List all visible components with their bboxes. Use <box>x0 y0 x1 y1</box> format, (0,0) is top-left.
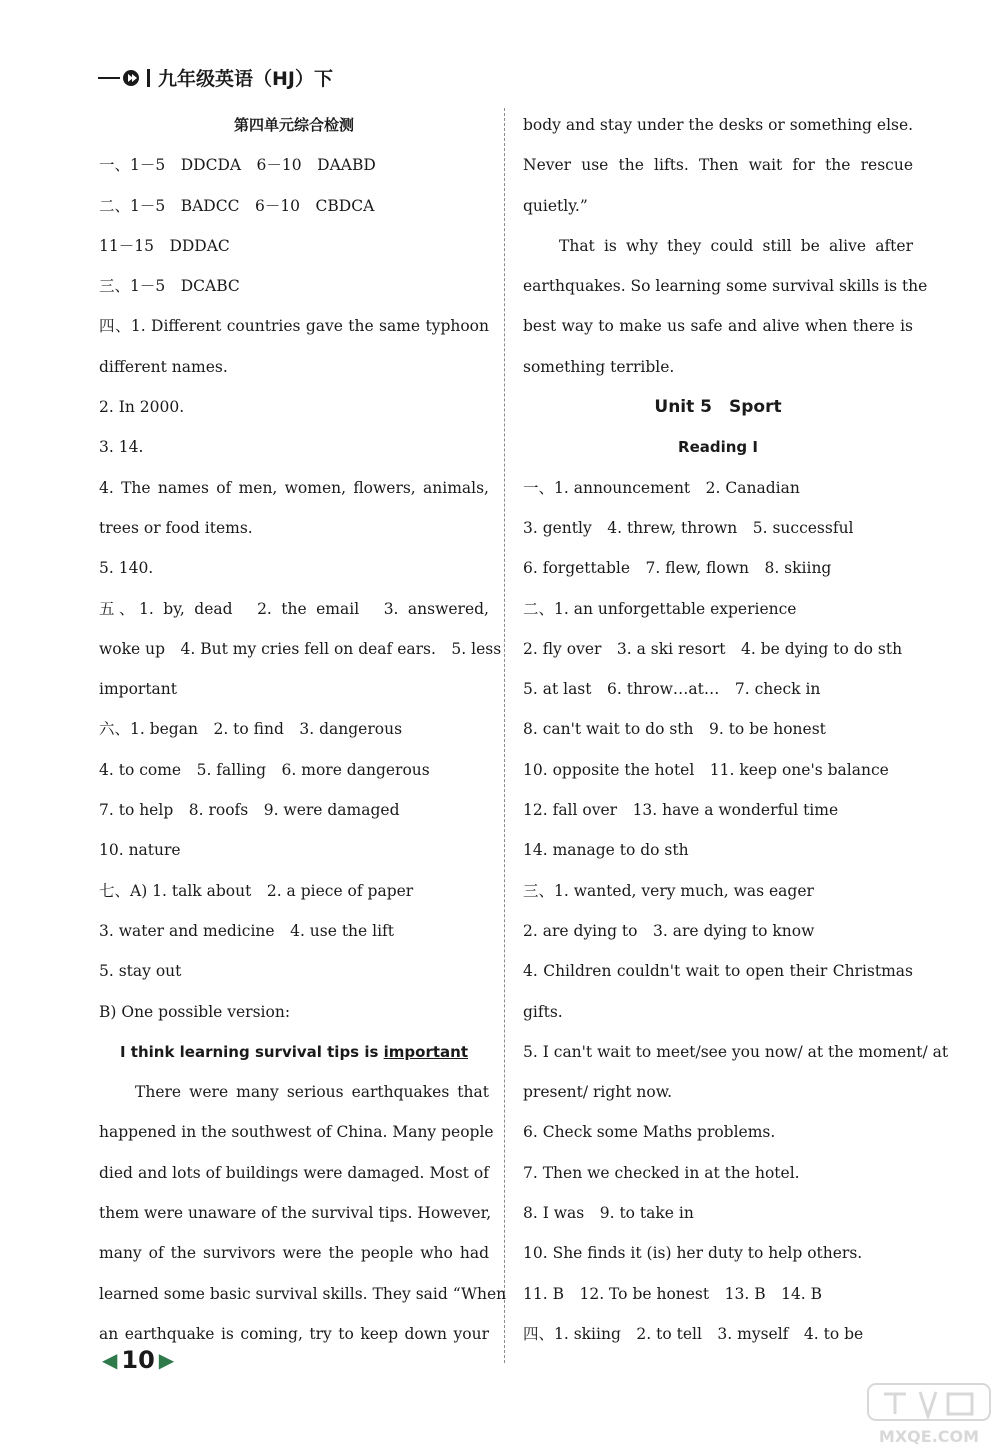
essay-line: something terrible. <box>523 357 675 376</box>
essay-line: an earthquake is coming, try to keep down your <box>99 1324 489 1343</box>
column-divider <box>504 108 505 1363</box>
answer-line: 3. 14. <box>99 438 144 457</box>
answer-line: 5. stay out <box>99 962 182 981</box>
answer-line: 五、1. by, dead 2. the email 3. answered, <box>99 599 489 618</box>
answer-line: 10. She finds it (is) her duty to help others. <box>523 1244 863 1263</box>
essay-title <box>99 1037 489 1077</box>
header-title: 九年级英语（HJ）下 <box>158 68 333 90</box>
answer-line: 7. to help 8. roofs 9. were damaged <box>99 801 400 820</box>
essay-line: quietly.” <box>523 196 588 215</box>
reading-title: Reading Ⅰ <box>678 438 758 457</box>
essay-line: learned some basic survival skills. They said “When <box>99 1284 507 1303</box>
answer-line: important <box>99 680 177 699</box>
answer-line: 4. The names of men, women, flowers, animals, <box>99 478 489 497</box>
essay-line: That is why they could still be alive after <box>559 236 913 255</box>
answer-line: 5. I can't wait to meet/see you now/ at the moment/ at <box>523 1042 949 1061</box>
answer-line: 三、1－5 DCABC <box>99 277 240 296</box>
answer-line: 二、1－5 BADCC 6－10 CBDCA <box>99 196 375 215</box>
answer-line: 二、1. an unforgettable experience <box>523 599 797 618</box>
essay-title-underlined: important <box>383 1042 468 1061</box>
essay-line: happened in the southwest of China. Many people <box>99 1123 494 1142</box>
watermark-text: MXQE.COM <box>878 1427 980 1446</box>
essay-title-text: I think learning survival tips is <box>119 1042 384 1061</box>
header-rule <box>98 77 120 79</box>
answer-line: 6. forgettable 7. flew, flown 8. skiing <box>523 559 832 578</box>
essay-line: earthquakes. So learning some survival skills is the <box>523 277 928 296</box>
answer-line: present/ right now. <box>523 1083 673 1102</box>
essay-line: best way to make us safe and alive when there is <box>523 317 913 336</box>
essay-line: Never use the lifts. Then wait for the rescue <box>523 156 913 175</box>
answer-line: 三、1. wanted, very much, was eager <box>523 881 814 900</box>
answer-line: 四、1. Different countries gave the same typhoon <box>99 317 489 336</box>
answer-line: 8. can't wait to do sth 9. to be honest <box>523 720 826 739</box>
right-column <box>523 110 949 1359</box>
answer-line: 8. I was 9. to take in <box>523 1204 694 1223</box>
answer-line: 2. are dying to 3. are dying to know <box>523 921 815 940</box>
answer-line: 11. B 12. To be honest 13. B 14. B <box>523 1284 823 1303</box>
answer-line: 2. In 2000. <box>99 398 185 417</box>
answer-line: 11－15 DDDAC <box>99 236 230 255</box>
answer-line: 一、1－5 DDCDA 6－10 DAABD <box>99 156 376 175</box>
answer-line: 5. 140. <box>99 559 154 578</box>
left-triangle-icon: ◀ <box>102 1348 118 1372</box>
answer-line: woke up 4. But my cries fell on deaf ears. 5. less <box>99 639 502 658</box>
answer-line: 四、1. skiing 2. to tell 3. myself 4. to be <box>523 1324 864 1343</box>
answer-line: 10. nature <box>99 841 181 860</box>
answer-line: B) One possible version: <box>99 1002 291 1021</box>
answer-line: 4. to come 5. falling 6. more dangerous <box>99 760 430 779</box>
answer-line: 一、1. announcement 2. Canadian <box>523 478 800 497</box>
answer-line: 6. Check some Maths problems. <box>523 1123 776 1142</box>
essay-line: body and stay under the desks or something else. <box>523 116 914 134</box>
left-column <box>99 110 507 1359</box>
answer-line: 4. Children couldn't wait to open their Christmas <box>523 962 913 981</box>
essay-line: died and lots of buildings were damaged. Most of <box>99 1163 489 1182</box>
running-header <box>98 64 333 91</box>
answer-line: 14. manage to do sth <box>523 841 689 860</box>
essay-line: There were many serious earthquakes that <box>135 1083 489 1102</box>
page-number-text: 10 <box>121 1346 155 1374</box>
answer-line: trees or food items. <box>99 518 253 537</box>
answer-line: 10. opposite the hotel 11. keep one's balance <box>523 760 889 779</box>
answer-line: 12. fall over 13. have a wonderful time <box>523 801 839 820</box>
answer-line: 3. water and medicine 4. use the lift <box>99 921 395 940</box>
answer-line: 7. Then we checked in at the hotel. <box>523 1163 800 1182</box>
answer-line: 六、1. began 2. to find 3. dangerous <box>99 720 403 739</box>
answer-line: 3. gently 4. threw, thrown 5. successful <box>523 518 854 537</box>
answer-line: gifts. <box>523 1002 563 1021</box>
unit-title: Unit 5 Sport <box>654 397 782 418</box>
page-number <box>102 1346 174 1374</box>
essay-line: many of the survivors were the people who had <box>99 1244 489 1263</box>
essay-line: them were unaware of the survival tips. However, <box>99 1204 492 1223</box>
right-triangle-icon: ▶ <box>158 1348 175 1372</box>
answer-line: different names. <box>99 357 228 376</box>
section-title: 第四单元综合检测 <box>233 116 354 134</box>
watermark-logo-icon <box>864 1380 994 1450</box>
answer-line: 七、A) 1. talk about 2. a piece of paper <box>99 881 414 900</box>
answer-line: 5. at last 6. throw…at… 7. check in <box>523 680 821 699</box>
answer-line: 2. fly over 3. a ski resort 4. be dying to do sth <box>523 639 903 658</box>
arrow-logo-icon <box>122 69 150 87</box>
